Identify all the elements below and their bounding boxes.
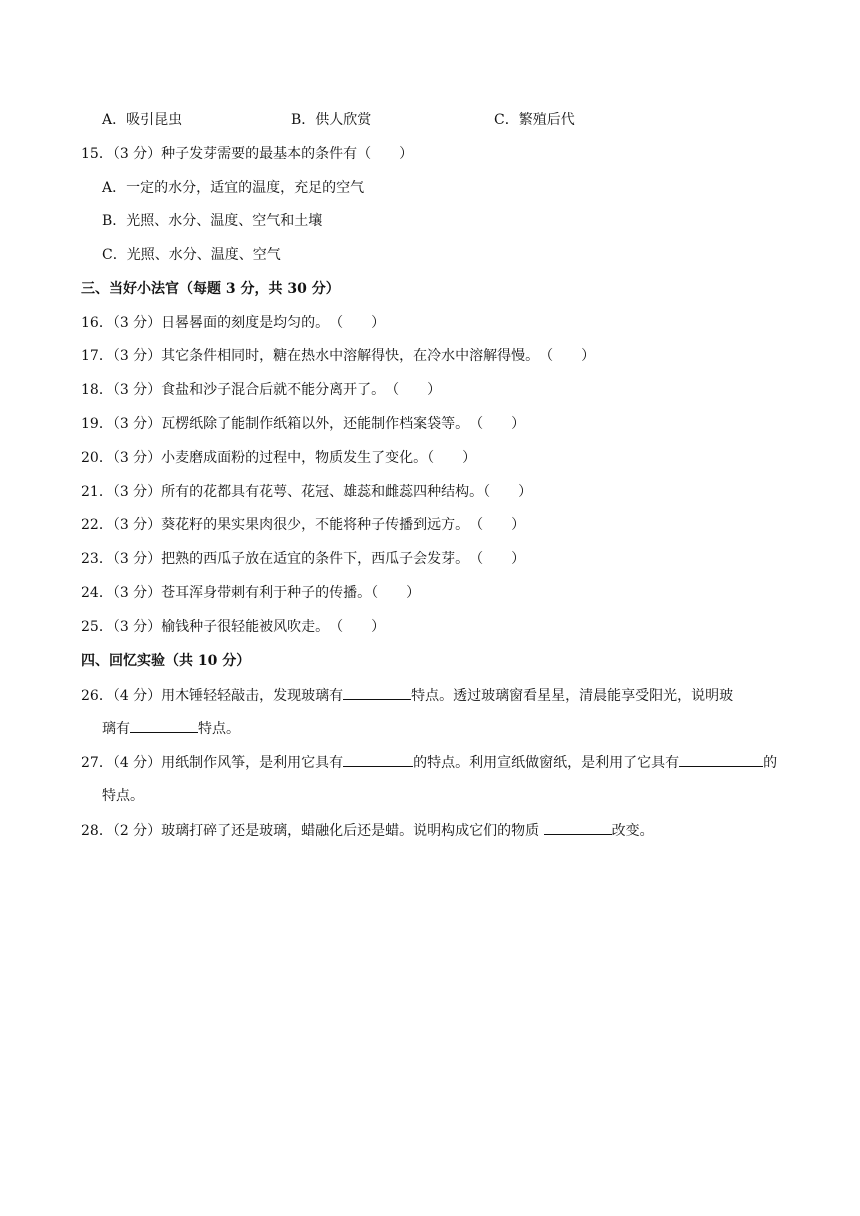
q28-line — [81, 820, 654, 841]
q27-text-3: 的 — [763, 755, 778, 771]
q15-option-b: B．光照、水分、温度、空气和土壤 — [102, 213, 323, 229]
q14-option-b: B．供人欣赏 — [291, 112, 372, 128]
q15-option-a: A．一定的水分，适宜的温度，充足的空气 — [102, 180, 365, 196]
q27-blank-1[interactable] — [343, 752, 413, 767]
q27-blank-2[interactable] — [679, 752, 763, 767]
q28-text-2: 改变。 — [611, 823, 654, 839]
q14-option-c: C．繁殖后代 — [494, 112, 575, 128]
q26-blank-2[interactable] — [130, 718, 198, 733]
q18: 18．（3 分）食盐和沙子混合后就不能分离开了。 （ ） — [81, 382, 442, 398]
q26-line1 — [81, 685, 733, 706]
q23: 23．（3 分）把熟的西瓜子放在适宜的条件下，西瓜子会发芽。 （ ） — [81, 551, 526, 567]
q27-text-2: 的特点。利用宣纸做窗纸，是利用了它具有 — [413, 755, 680, 771]
q19: 19．（3 分）瓦楞纸除了能制作纸箱以外，还能制作档案袋等。 （ ） — [81, 416, 526, 432]
q17: 17．（3 分）其它条件相同时，糖在热水中溶解得快，在冷水中溶解得慢。 （ ） — [81, 348, 596, 364]
q16: 16．（3 分）日晷晷面的刻度是均匀的。 （ ） — [81, 315, 386, 331]
q26-text-3: 璃有 — [102, 721, 130, 737]
q27-text-1: 27．（4 分）用纸制作风筝，是利用它具有 — [81, 755, 344, 771]
section3-title: 三、当好小法官（每题 3 分，共 30 分） — [81, 281, 340, 297]
q20: 20．（3 分）小麦磨成面粉的过程中，物质发生了变化。（ ） — [81, 450, 477, 466]
section4-title: 四、回忆实验（共 10 分） — [81, 653, 251, 669]
q27-line2 — [102, 786, 144, 806]
q25: 25．（3 分）榆钱种子很轻能被风吹走。 （ ） — [81, 619, 386, 635]
q15-option-c: C．光照、水分、温度、空气 — [102, 247, 281, 263]
q26-line2 — [102, 718, 240, 739]
q26-text-1: 26．（4 分）用木锤轻轻敲击，发现玻璃有 — [81, 688, 344, 704]
q14-option-a: A．吸引昆虫 — [102, 112, 183, 128]
q24: 24．（3 分）苍耳浑身带刺有利于种子的传播。（ ） — [81, 585, 421, 601]
q26-text-4: 特点。 — [198, 721, 240, 737]
q28-blank[interactable] — [544, 820, 612, 835]
q26-blank-1[interactable] — [343, 685, 411, 700]
q28-text-1: 28．（2 分）玻璃打碎了还是玻璃，蜡融化后还是蜡。说明构成它们的物质 — [81, 823, 544, 839]
q27-text-4: 特点。 — [102, 788, 144, 804]
q27-line1 — [81, 752, 777, 773]
q21: 21．（3 分）所有的花都具有花萼、花冠、雄蕊和雌蕊四种结构。（ ） — [81, 484, 533, 500]
q26-text-2: 特点。透过玻璃窗看星星，清晨能享受阳光，说明玻 — [411, 688, 734, 704]
q22: 22．（3 分）葵花籽的果实果肉很少，不能将种子传播到远方。 （ ） — [81, 517, 526, 533]
q15-stem: 15．（3 分）种子发芽需要的最基本的条件有（ ） — [81, 146, 414, 162]
